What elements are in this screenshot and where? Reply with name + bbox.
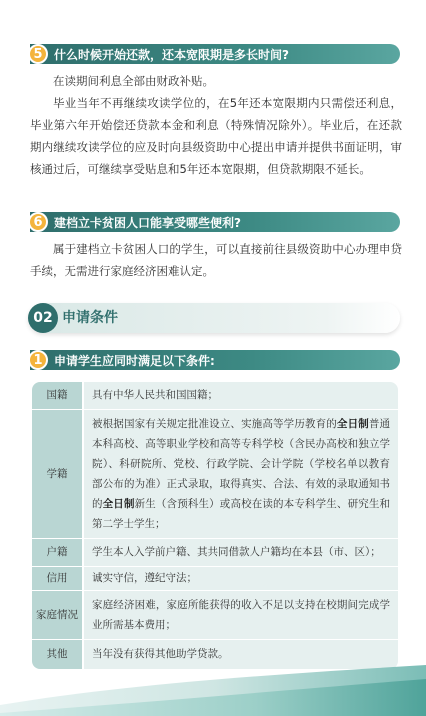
table-row bbox=[32, 591, 398, 640]
table-row bbox=[32, 539, 398, 567]
table-value: 当年没有获得其他助学贷款。 bbox=[84, 640, 398, 669]
condition-1-header bbox=[30, 350, 400, 370]
table-value: 学生本人入学前户籍、其共同借款人户籍均在本县（市、区）； bbox=[84, 539, 398, 566]
table-key: 家庭情况 bbox=[32, 591, 82, 639]
question-6-header bbox=[30, 212, 400, 232]
question-6-answer bbox=[30, 238, 402, 282]
question-5-answer bbox=[30, 70, 402, 180]
table-value: 家庭经济困难，家庭所能获得的收入不足以支持在校期间完成学业所需基本费用； bbox=[84, 591, 398, 639]
question-5-header bbox=[30, 44, 400, 64]
table-value bbox=[84, 410, 398, 538]
question-number-badge: 6 bbox=[28, 212, 48, 232]
table-row bbox=[32, 567, 398, 591]
conditions-table bbox=[32, 382, 398, 670]
question-number-badge: 5 bbox=[28, 44, 48, 64]
emphasis-text: 全日制 bbox=[336, 418, 369, 430]
section-02-header bbox=[28, 303, 400, 333]
table-key: 国籍 bbox=[32, 382, 82, 409]
table-value: 具有中华人民共和国国籍； bbox=[84, 382, 398, 409]
question-5-title: 什么时候开始还款，还本宽限期是多长时间? bbox=[54, 47, 289, 62]
q6-paragraph-1: 属于建档立卡贫困人口的学生，可以直接前往县级资助中心办理申贷手续，无需进行家庭经济困难认定。 bbox=[30, 242, 402, 278]
table-key: 户籍 bbox=[32, 539, 82, 566]
table-row bbox=[32, 410, 398, 539]
table-key: 学籍 bbox=[32, 410, 82, 538]
table-key: 信用 bbox=[32, 567, 82, 590]
section-number-badge: 02 bbox=[28, 303, 58, 333]
section-title: 申请条件 bbox=[62, 310, 118, 326]
q5-paragraph-2: 毕业当年不再继续攻读学位的，在5年还本宽限期内只需偿还利息，毕业第六年开始偿还贷款本金和利息（特殊情况除外）。毕业后，在还款期内继续攻读学位的应及时向县级资助中心提出申请并提供书面证明，审核通过后，可继续享受贴息和5年还本宽限期，但贷款期限不延长。 bbox=[30, 96, 402, 176]
table-key: 其他 bbox=[32, 640, 82, 669]
emphasis-text: 全日制 bbox=[102, 498, 135, 510]
question-6-title: 建档立卡贫困人口能享受哪些便利? bbox=[54, 215, 241, 230]
table-value-text: 新生（含预科生）或高校在读的本专科学生、研究生和第二学士学生； bbox=[92, 498, 391, 530]
table-value: 诚实守信，遵纪守法； bbox=[84, 567, 398, 590]
table-value-text: 普通本科高校、高等职业学校和高等专科学校（含民办高校和独立学院）、科研院所、党校、行政学院、会计学院（学校名单以教育部公布的为准）正式录取，取得真实、合法、有效的录取通知书的 bbox=[92, 418, 391, 510]
table-value-text: 被根据国家有关规定批准设立、实施高等学历教育的 bbox=[92, 418, 337, 430]
condition-number-badge: 1 bbox=[28, 350, 48, 370]
footer-wave-decoration bbox=[0, 665, 426, 716]
q5-paragraph-1: 在读期间利息全部由财政补贴。 bbox=[53, 74, 214, 88]
table-row bbox=[32, 382, 398, 410]
condition-1-title: 申请学生应同时满足以下条件: bbox=[54, 353, 215, 368]
